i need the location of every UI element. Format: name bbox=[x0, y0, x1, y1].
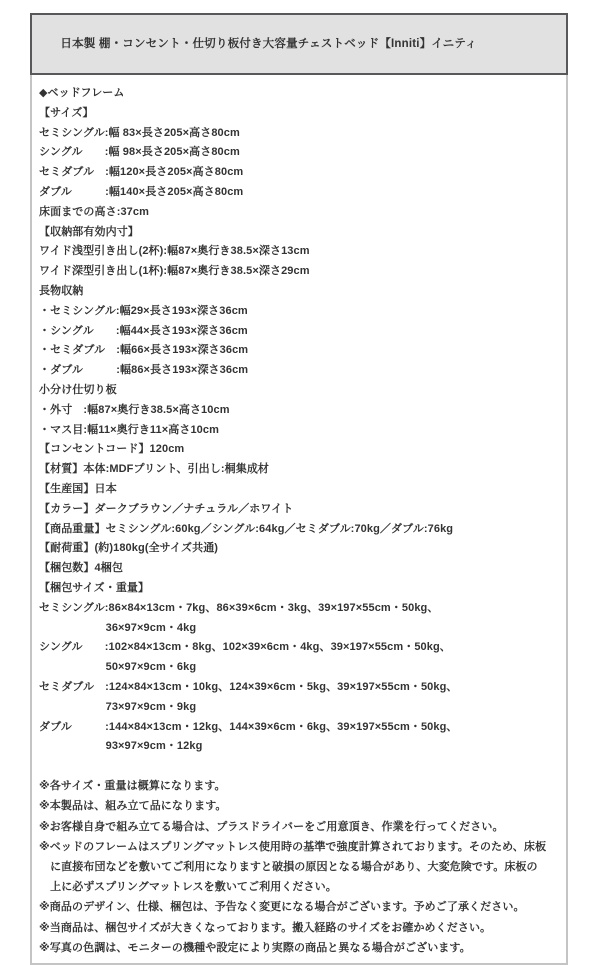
note-line: ※本製品は、組み立て品になります。 bbox=[39, 800, 227, 813]
spec-line: 93×97×9cm・12kg bbox=[39, 740, 203, 753]
spec-line: 73×97×9cm・9kg bbox=[39, 700, 197, 713]
spec-line: 床面までの高さ:37cm bbox=[39, 205, 149, 218]
spec-line: シングル :102×84×13cm・8kg、102×39×6cm・4kg、39×197×55cm・50kg、 bbox=[39, 641, 451, 654]
spec-line: セミシングル:86×84×13cm・7kg、86×39×6cm・3kg、39×197×55cm・50kg、 bbox=[39, 601, 439, 614]
note-line: ※ベッドのフレームはスプリングマットレス使用時の基準で強度計算されております。そのため、床板 bbox=[39, 840, 547, 853]
spec-card bbox=[30, 13, 568, 965]
spec-line: 【収納部有効内寸】 bbox=[39, 225, 139, 238]
spec-line: 小分け仕切り板 bbox=[39, 383, 117, 396]
product-title-bar bbox=[30, 13, 568, 75]
note-line: ※商品のデザイン、仕様、梱包は、予告なく変更になる場合がございます。予めご了承ください。 bbox=[39, 901, 525, 914]
spec-line: 【サイズ】 bbox=[39, 106, 94, 119]
note-line: ※当商品は、梱包サイズが大きくなっております。搬入経路のサイズをお確かめください。 bbox=[39, 921, 492, 934]
spec-line: ・シングル :幅44×長さ193×深さ36cm bbox=[39, 324, 248, 337]
spec-line: 【梱包数】4梱包 bbox=[39, 562, 123, 575]
spec-line: 長物収納 bbox=[39, 284, 84, 297]
spec-line: ・ダブル :幅86×長さ193×深さ36cm bbox=[39, 364, 249, 377]
note-line: ※写真の色調は、モニターの機種や設定により実際の商品と異なる場合がございます。 bbox=[39, 941, 471, 954]
spec-line: ・セミシングル:幅29×長さ193×深さ36cm bbox=[39, 304, 248, 317]
spec-line: ダブル :幅140×長さ205×高さ80cm bbox=[39, 185, 244, 198]
spec-line: ワイド浅型引き出し(2杯):幅87×奥行き38.5×深さ13cm bbox=[39, 245, 310, 258]
spec-line: 36×97×9cm・4kg bbox=[39, 621, 197, 634]
note-line: 上に必ずスプリングマットレスを敷いてご利用ください。 bbox=[39, 881, 337, 894]
spec-line: 50×97×9cm・6kg bbox=[39, 661, 197, 674]
spec-line: ダブル :144×84×13cm・12kg、144×39×6cm・6kg、39×197×55cm・50kg、 bbox=[39, 720, 458, 733]
spec-line: 【梱包サイズ・重量】 bbox=[39, 581, 150, 594]
spec-line: 【生産国】日本 bbox=[39, 482, 117, 495]
spec-line: 【商品重量】セミシングル:60kg／シングル:64kg／セミダブル:70kg／ダブル:76kg bbox=[39, 522, 454, 535]
spec-line: セミダブル :幅120×長さ205×高さ80cm bbox=[39, 166, 244, 179]
spec-line: セミダブル :124×84×13cm・10kg、124×39×6cm・5kg、39×197×55cm・50kg、 bbox=[39, 680, 458, 693]
spec-line: 【コンセントコード】120cm bbox=[39, 443, 185, 456]
spec-line: セミシングル:幅 83×長さ205×高さ80cm bbox=[39, 126, 240, 139]
spec-line: 【カラー】ダークブラウン／ナチュラル／ホワイト bbox=[39, 502, 294, 515]
spec-line: ワイド深型引き出し(1杯):幅87×奥行き38.5×深さ29cm bbox=[39, 265, 310, 278]
spec-line: 【耐荷重】(約)180kg(全サイズ共通) bbox=[39, 542, 219, 555]
spec-text-block bbox=[39, 84, 560, 757]
note-line: ※各サイズ・重量は概算になります。 bbox=[39, 780, 226, 793]
spec-body bbox=[30, 75, 568, 965]
spec-line: ・外寸 :幅87×奥行き38.5×高さ10cm bbox=[39, 403, 230, 416]
spec-line: ・セミダブル :幅66×長さ193×深さ36cm bbox=[39, 344, 249, 357]
note-line: に直接布団などを敷いてご利用になりますと破損の原因となる場合があり、大変危険です。床板の bbox=[39, 860, 538, 873]
notes-block bbox=[39, 776, 560, 958]
spec-line: ◆ベッドフレーム bbox=[39, 87, 125, 99]
spec-line: ・マス目:幅11×奥行き11×高さ10cm bbox=[39, 423, 220, 436]
product-title: 日本製 棚・コンセント・仕切り板付き大容量チェストベッド【Inniti】イニティ bbox=[60, 38, 477, 50]
spec-line: 【材質】本体:MDFプリント、引出し:桐集成材 bbox=[39, 463, 270, 476]
note-line: ※お客様自身で組み立てる場合は、プラスドライバーをご用意頂き、作業を行ってください。 bbox=[39, 820, 504, 833]
spec-line: シングル :幅 98×長さ205×高さ80cm bbox=[39, 146, 240, 159]
